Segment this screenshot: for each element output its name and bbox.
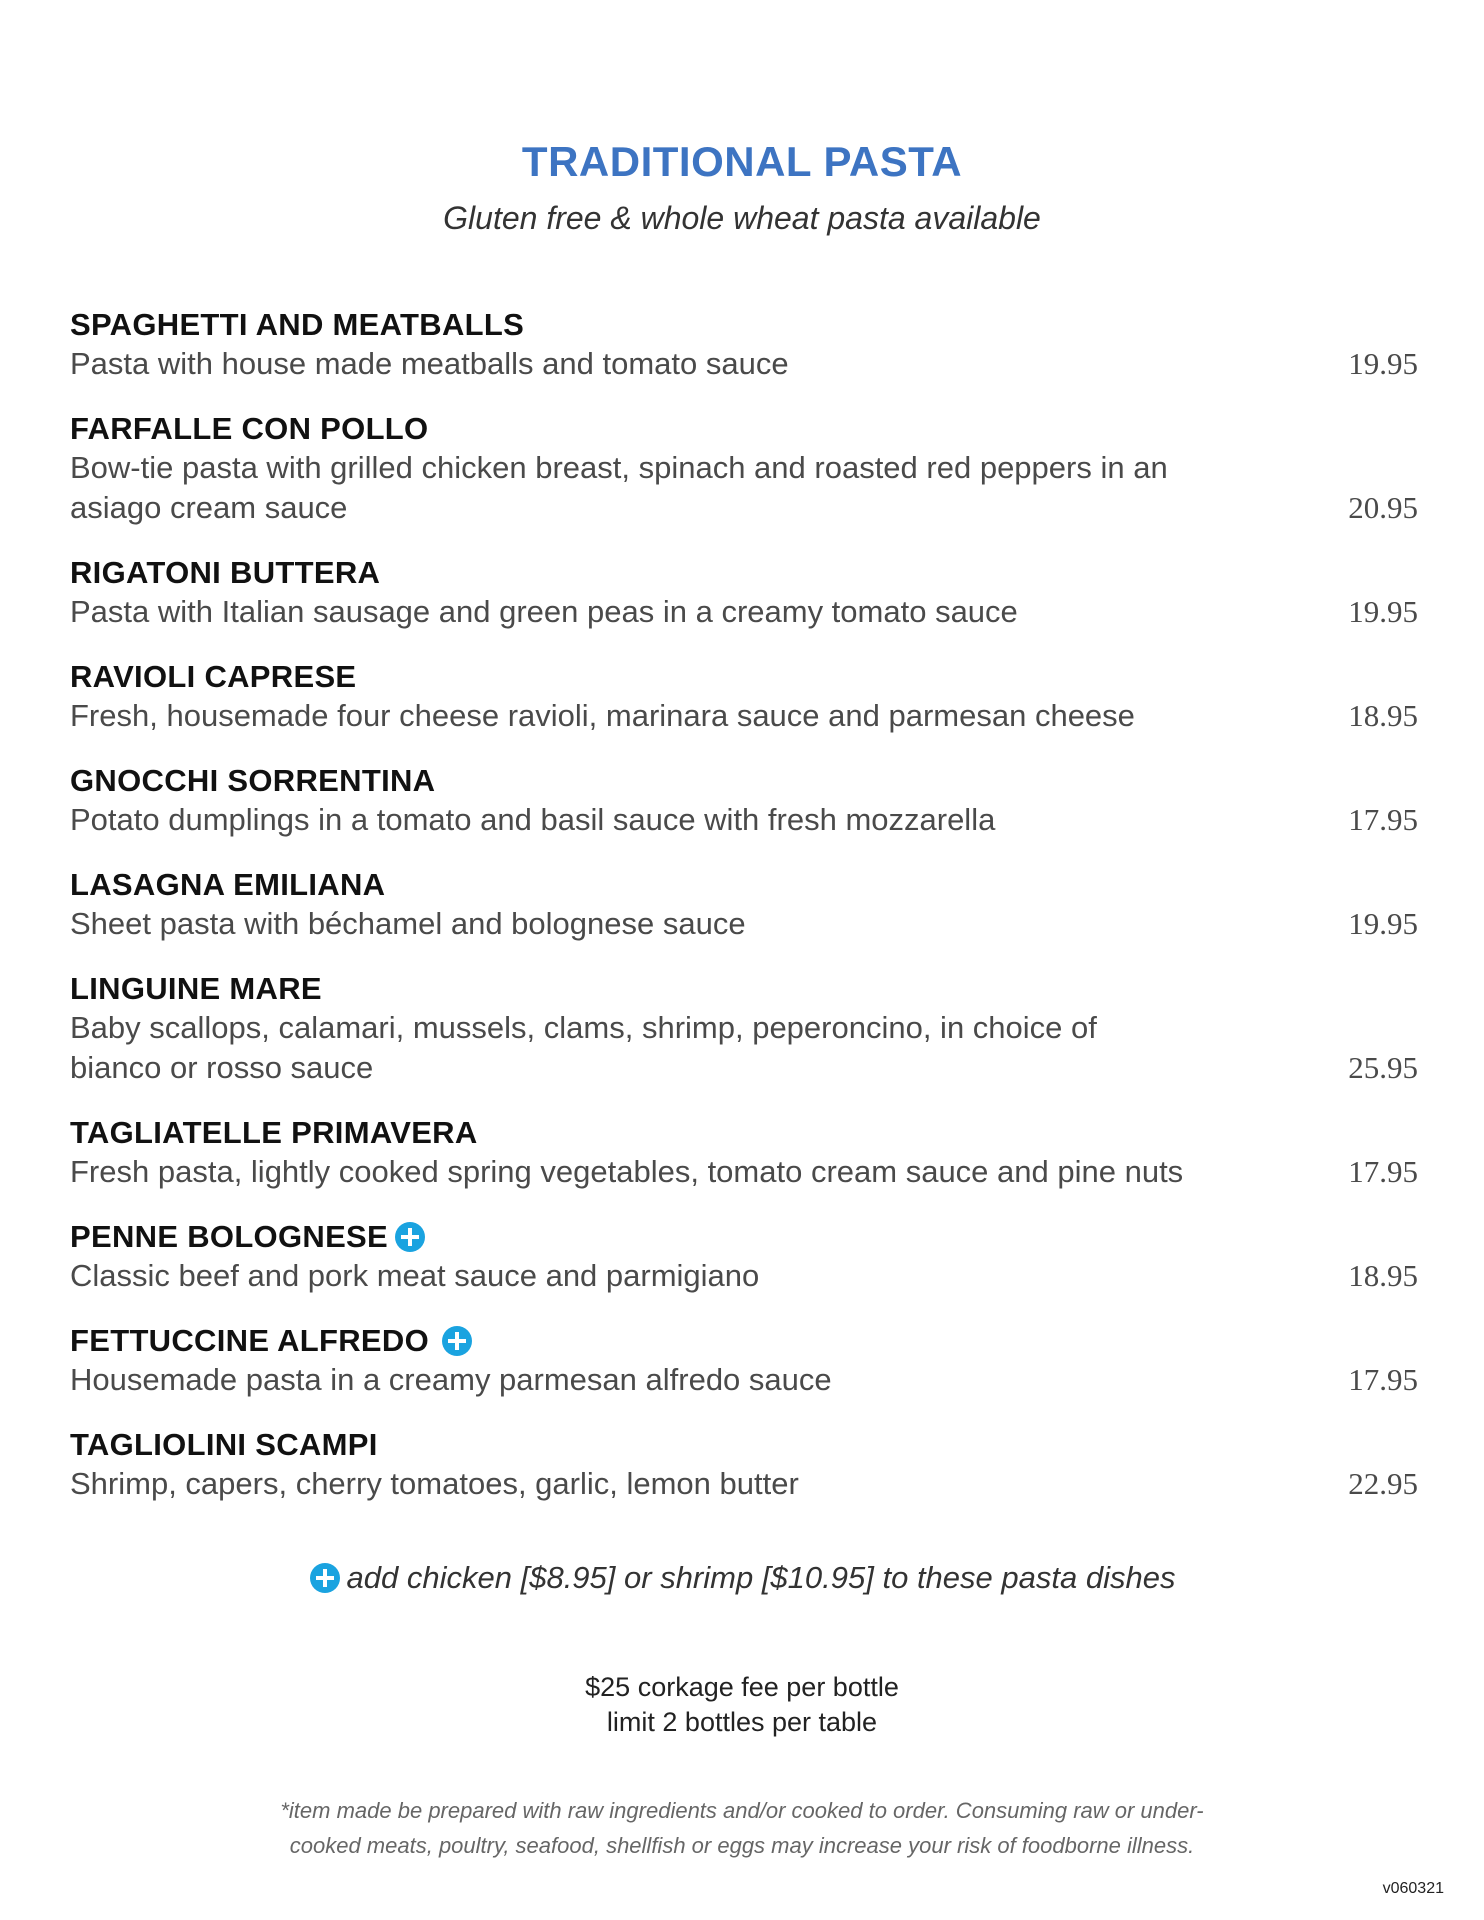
item-price: 19.95: [1348, 906, 1418, 941]
item-description: Baby scallops, calamari, mussels, clams, shrimp, peperoncino, in choice of bianco or rosso sauce: [70, 1010, 1097, 1085]
page-title: TRADITIONAL PASTA: [521, 138, 963, 185]
item-name: FARFALLE CON POLLO: [70, 411, 429, 446]
menu-item: [70, 762, 1418, 840]
menu-item: [70, 970, 1418, 1088]
menu-item: [70, 306, 1418, 384]
item-name: RAVIOLI CAPRESE: [70, 659, 357, 694]
item-price: 19.95: [1348, 594, 1418, 629]
item-name: FETTUCCINE ALFREDO: [70, 1323, 430, 1358]
item-description: Potato dumplings in a tomato and basil sauce with fresh mozzarella: [70, 802, 996, 837]
disclaimer-line: cooked meats, poultry, seafood, shellfish or eggs may increase your risk of foodborne illness.: [289, 1833, 1195, 1858]
item-description: Fresh, housemade four cheese ravioli, marinara sauce and parmesan cheese: [70, 698, 1135, 733]
menu-item: [70, 866, 1418, 944]
addon-note: [0, 1560, 1484, 1596]
item-name: TAGLIATELLE PRIMAVERA: [70, 1115, 478, 1150]
menu-item: [70, 554, 1418, 632]
item-name: TAGLIOLINI SCAMPI: [70, 1427, 378, 1462]
item-description: Fresh pasta, lightly cooked spring vegetables, tomato cream sauce and pine nuts: [70, 1154, 1184, 1189]
corkage-fee: $25 corkage fee per bottle: [585, 1672, 899, 1702]
item-price: 20.95: [1348, 490, 1418, 525]
menu-item: [70, 1114, 1418, 1192]
plus-circle-icon: [441, 1325, 473, 1357]
plus-circle-icon: [394, 1221, 426, 1253]
item-name: GNOCCHI SORRENTINA: [70, 763, 436, 798]
item-name: RIGATONI BUTTERA: [70, 555, 381, 590]
menu-item: [70, 1426, 1418, 1504]
item-name: LINGUINE MARE: [70, 971, 322, 1006]
item-price: 18.95: [1348, 1258, 1418, 1293]
item-description: Sheet pasta with béchamel and bolognese sauce: [70, 906, 746, 941]
plus-circle-icon: [309, 1562, 341, 1594]
item-description: Pasta with house made meatballs and tomato sauce: [70, 346, 789, 381]
menu-item: [70, 658, 1418, 736]
item-name: SPAGHETTI AND MEATBALLS: [70, 307, 525, 342]
menu-item: [70, 1322, 1418, 1400]
corkage-limit: limit 2 bottles per table: [606, 1707, 878, 1737]
item-price: 17.95: [1348, 802, 1418, 837]
item-name-row: [70, 1322, 1418, 1360]
disclaimer-line: *item made be prepared with raw ingredients and/or cooked to order. Consuming raw or under-: [280, 1798, 1204, 1823]
item-name-row: [70, 1218, 1418, 1256]
item-name: LASAGNA EMILIANA: [70, 867, 386, 902]
addon-text: add chicken [$8.95] or shrimp [$10.95] to these pasta dishes: [346, 1560, 1176, 1595]
item-price: 22.95: [1348, 1466, 1418, 1501]
version-code: v060321: [1382, 1880, 1444, 1897]
item-description: Pasta with Italian sausage and green peas in a creamy tomato sauce: [70, 594, 1018, 629]
item-price: 19.95: [1348, 346, 1418, 381]
item-price: 25.95: [1348, 1050, 1418, 1085]
item-price: 17.95: [1348, 1154, 1418, 1189]
item-price: 18.95: [1348, 698, 1418, 733]
item-description: Classic beef and pork meat sauce and parmigiano: [70, 1258, 760, 1293]
menu-item: [70, 1218, 1418, 1296]
item-name: PENNE BOLOGNESE: [70, 1219, 388, 1254]
item-description: Bow-tie pasta with grilled chicken breast, spinach and roasted red peppers in an asiago cream sauce: [70, 450, 1168, 525]
menu-item: [70, 410, 1418, 528]
item-price: 17.95: [1348, 1362, 1418, 1397]
page-subtitle: Gluten free & whole wheat pasta available: [443, 200, 1041, 236]
item-description: Shrimp, capers, cherry tomatoes, garlic, lemon butter: [70, 1466, 799, 1501]
menu-list: [70, 306, 1418, 1530]
item-description: Housemade pasta in a creamy parmesan alfredo sauce: [70, 1362, 832, 1397]
